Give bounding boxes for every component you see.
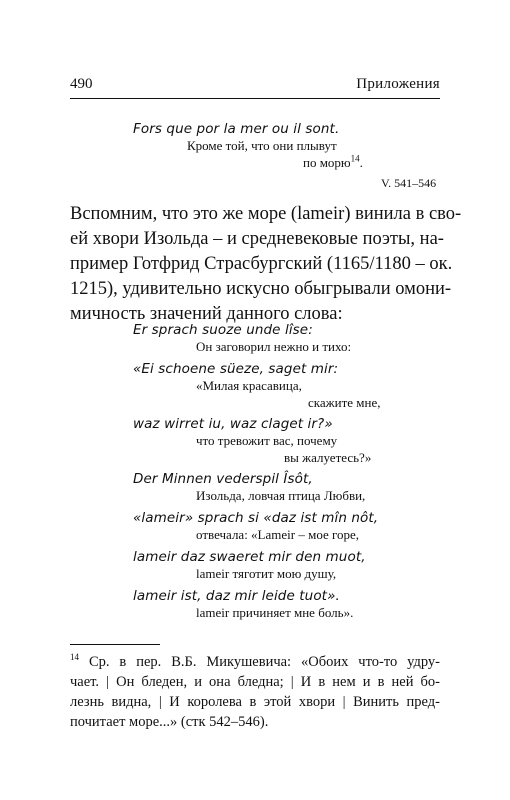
poem-line-original: «Ei schoene süeze, saget mir: — [133, 361, 339, 377]
poem-line-translation: вы жалуетесь?» — [284, 450, 372, 465]
poem-line-translation: «Милая красавица, — [196, 378, 302, 393]
body-line: 1215), удивительно искусно обыгрывали омони- — [70, 279, 452, 299]
poem-line-original: waz wirret iu, waz claget ir?» — [133, 416, 333, 432]
footnote-marker[interactable]: 14 — [350, 153, 360, 164]
poem-line-translation: отвечала: «Lameir – мое горе, — [196, 527, 360, 542]
epigraph-translation-line2 — [303, 155, 363, 171]
poem-line-translation: lameir причиняет мне боль». — [196, 605, 354, 620]
poem-line-translation: lameir тяготит мою душу, — [196, 566, 337, 581]
poem-line-translation: что тревожит вас, почему — [196, 433, 338, 448]
body-line: Вспомним, что это же море (lameir) винила в сво- — [70, 204, 462, 224]
epigraph-reference: V. 541–546 — [381, 176, 437, 190]
epigraph-translation-line1: Кроме той, что они плывут — [187, 138, 337, 153]
footnote-line: $^{14}$ Ср. в пер. В.Б. Микушевича: «Обоих что-то удру- — [70, 652, 440, 670]
poem-line-original: Er sprach suoze unde lîse: — [133, 322, 313, 338]
poem-line-translation: Он заговорил нежно и тихо: — [196, 339, 352, 354]
footnote-line: лезнь видна, | И королева в этой хвори | Винить пред- — [70, 694, 440, 710]
poem-line-original: lameir ist, daz mir leide tuot». — [133, 588, 340, 604]
running-title: Приложения — [356, 76, 440, 92]
epigraph-translation-text: по морю — [303, 155, 351, 170]
body-paragraph — [70, 202, 462, 327]
footnote-number: 14 — [70, 652, 79, 663]
footnote — [70, 652, 440, 732]
poem-line-original: Der Minnen vederspil Îsôt, — [133, 471, 313, 487]
epigraph-translation-end: . — [359, 155, 363, 170]
body-line: мичность значений данного слова: — [70, 304, 343, 324]
poem-line-original: lameir daz swaeret mir den muot, — [133, 549, 366, 565]
footnote-rule — [70, 644, 160, 645]
footnote-line: почитает море...» (стк 542–546). — [70, 714, 269, 730]
poem-line-translation: Изольда, ловчая птица Любви, — [196, 488, 366, 503]
footnote-line: чает. | Он бледен, и она бледна; | И в нем и в ней бо- — [70, 674, 440, 690]
epigraph-original: Fors que por la mer ou il sont. — [133, 121, 340, 137]
body-line: ей хвори Изольда – и средневековые поэты, на- — [70, 229, 444, 249]
header-rule — [70, 98, 440, 99]
poem-line-translation: скажите мне, — [308, 395, 381, 410]
poem-line-original: «lameir» sprach si «daz ist mîn nôt, — [133, 510, 379, 526]
body-line: пример Готфрид Страсбургский (1165/1180 – ок. — [70, 254, 453, 274]
page-number: 490 — [70, 76, 93, 92]
